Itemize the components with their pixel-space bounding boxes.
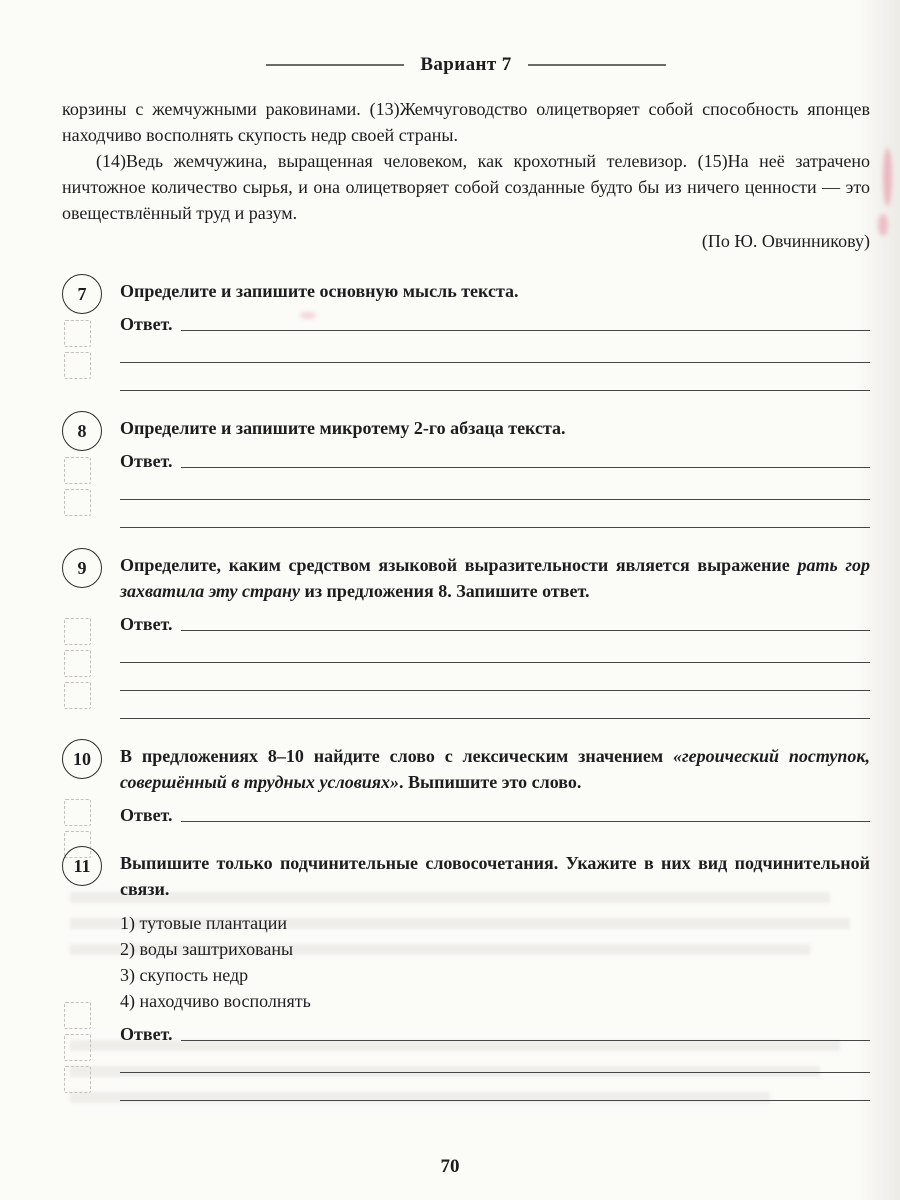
margin-mark <box>64 618 91 645</box>
task-7-answer-area <box>120 314 870 391</box>
task-11-options <box>120 910 870 1014</box>
margin-mark <box>64 682 91 709</box>
scan-artifact <box>878 214 888 236</box>
header-rule-left <box>266 64 404 65</box>
task-7-number: 7 <box>62 274 102 314</box>
answer-row <box>120 614 870 635</box>
answer-blank <box>120 335 870 363</box>
task-10-text <box>120 743 870 795</box>
answer-blank <box>181 467 870 468</box>
answer-blank <box>120 1045 870 1073</box>
task-9-number: 9 <box>62 548 102 588</box>
page-number: 70 <box>440 1156 460 1177</box>
header-rule-right <box>528 64 666 65</box>
task-11-option-3: 3) скупость недр <box>120 965 249 985</box>
reading-text <box>62 96 870 254</box>
margin-mark <box>64 1002 91 1029</box>
task-10-number: 10 <box>62 739 102 779</box>
answer-blank <box>120 635 870 663</box>
answer-row <box>120 451 870 472</box>
task-9-text-before: Определите, каким средством языковой выразительности является выражение <box>120 555 798 575</box>
answer-label: Ответ. <box>120 805 173 825</box>
margin-mark <box>64 320 91 347</box>
margin-mark <box>64 457 91 484</box>
margin-mark <box>64 799 91 826</box>
task-9-text-after: из предложения 8. Запишите ответ. <box>299 581 590 601</box>
task-10-lexical-definition: «героический поступок, совершённый в трудных условиях» <box>120 746 871 792</box>
task-10 <box>62 743 870 826</box>
answer-row <box>120 805 870 826</box>
answer-label: Ответ. <box>120 314 173 334</box>
scan-artifact <box>883 148 892 206</box>
task-10-text-before: В предложениях 8–10 найдите слово с лексическим значением <box>120 746 673 766</box>
task-10-text-after: . Выпишите это слово. <box>399 772 582 792</box>
task-11 <box>62 850 870 1101</box>
task-9 <box>62 552 870 719</box>
task-11-option-1: 1) тутовые плантации <box>120 913 288 933</box>
answer-row <box>120 1024 870 1045</box>
answer-label: Ответ. <box>120 451 173 471</box>
task-7 <box>62 278 870 391</box>
task-8-answer-area <box>120 451 870 528</box>
task-8 <box>62 415 870 528</box>
answer-blank <box>181 630 870 631</box>
task-7-text: Определите и запишите основную мысль текста. <box>120 281 519 301</box>
answer-blank <box>120 691 870 719</box>
task-10-answer-area <box>120 805 870 826</box>
task-11-text: Выпишите только подчинительные словосочетания. Укажите в них вид подчинительной связи. <box>120 853 870 899</box>
task-9-text <box>120 552 870 604</box>
answer-blank <box>120 663 870 691</box>
answer-row <box>120 314 870 335</box>
answer-blank <box>181 1040 870 1041</box>
answer-blank <box>120 500 870 528</box>
task-8-number: 8 <box>62 411 102 451</box>
answer-blank <box>120 1073 870 1101</box>
margin-mark <box>64 489 91 516</box>
answer-blank <box>181 330 870 331</box>
task-9-answer-area <box>120 614 870 719</box>
task-8-text: Определите и запишите микротему 2-го абзаца текста. <box>120 418 566 438</box>
text-paragraph: (14)Ведь жемчужина, выращенная человеком, как крохотный телевизор. (15)На неё затрачено ничтожное количество сырья, и она олицетворяет собой созданные будто бы из ничего ценности — это овеществлённый труд и разум. <box>62 151 870 223</box>
answer-blank <box>120 472 870 500</box>
text-attribution: (По Ю. Овчинникову) <box>701 231 870 251</box>
text-paragraph-continuation: корзины с жемчужными раковинами. (13)Жемчуговодство олицетворяет собой способность японцев находчиво восполнять скупость недр своей страны. <box>62 99 870 145</box>
margin-mark <box>64 650 91 677</box>
task-11-option-2: 2) воды заштрихованы <box>120 939 294 959</box>
margin-mark <box>64 1066 91 1093</box>
task-11-answer-area <box>120 1024 870 1101</box>
task-11-number: 11 <box>62 846 102 886</box>
task-9-quoted-expression: рать гор захватила эту страну <box>120 555 871 601</box>
task-11-option-4: 4) находчиво восполнять <box>120 991 311 1011</box>
answer-label: Ответ. <box>120 1024 173 1044</box>
variant-title: Вариант 7 <box>420 54 512 75</box>
answer-label: Ответ. <box>120 614 173 634</box>
variant-header <box>62 54 870 76</box>
margin-mark <box>64 1034 91 1061</box>
margin-mark <box>64 352 91 379</box>
answer-blank <box>120 363 870 391</box>
answer-blank <box>181 821 870 822</box>
